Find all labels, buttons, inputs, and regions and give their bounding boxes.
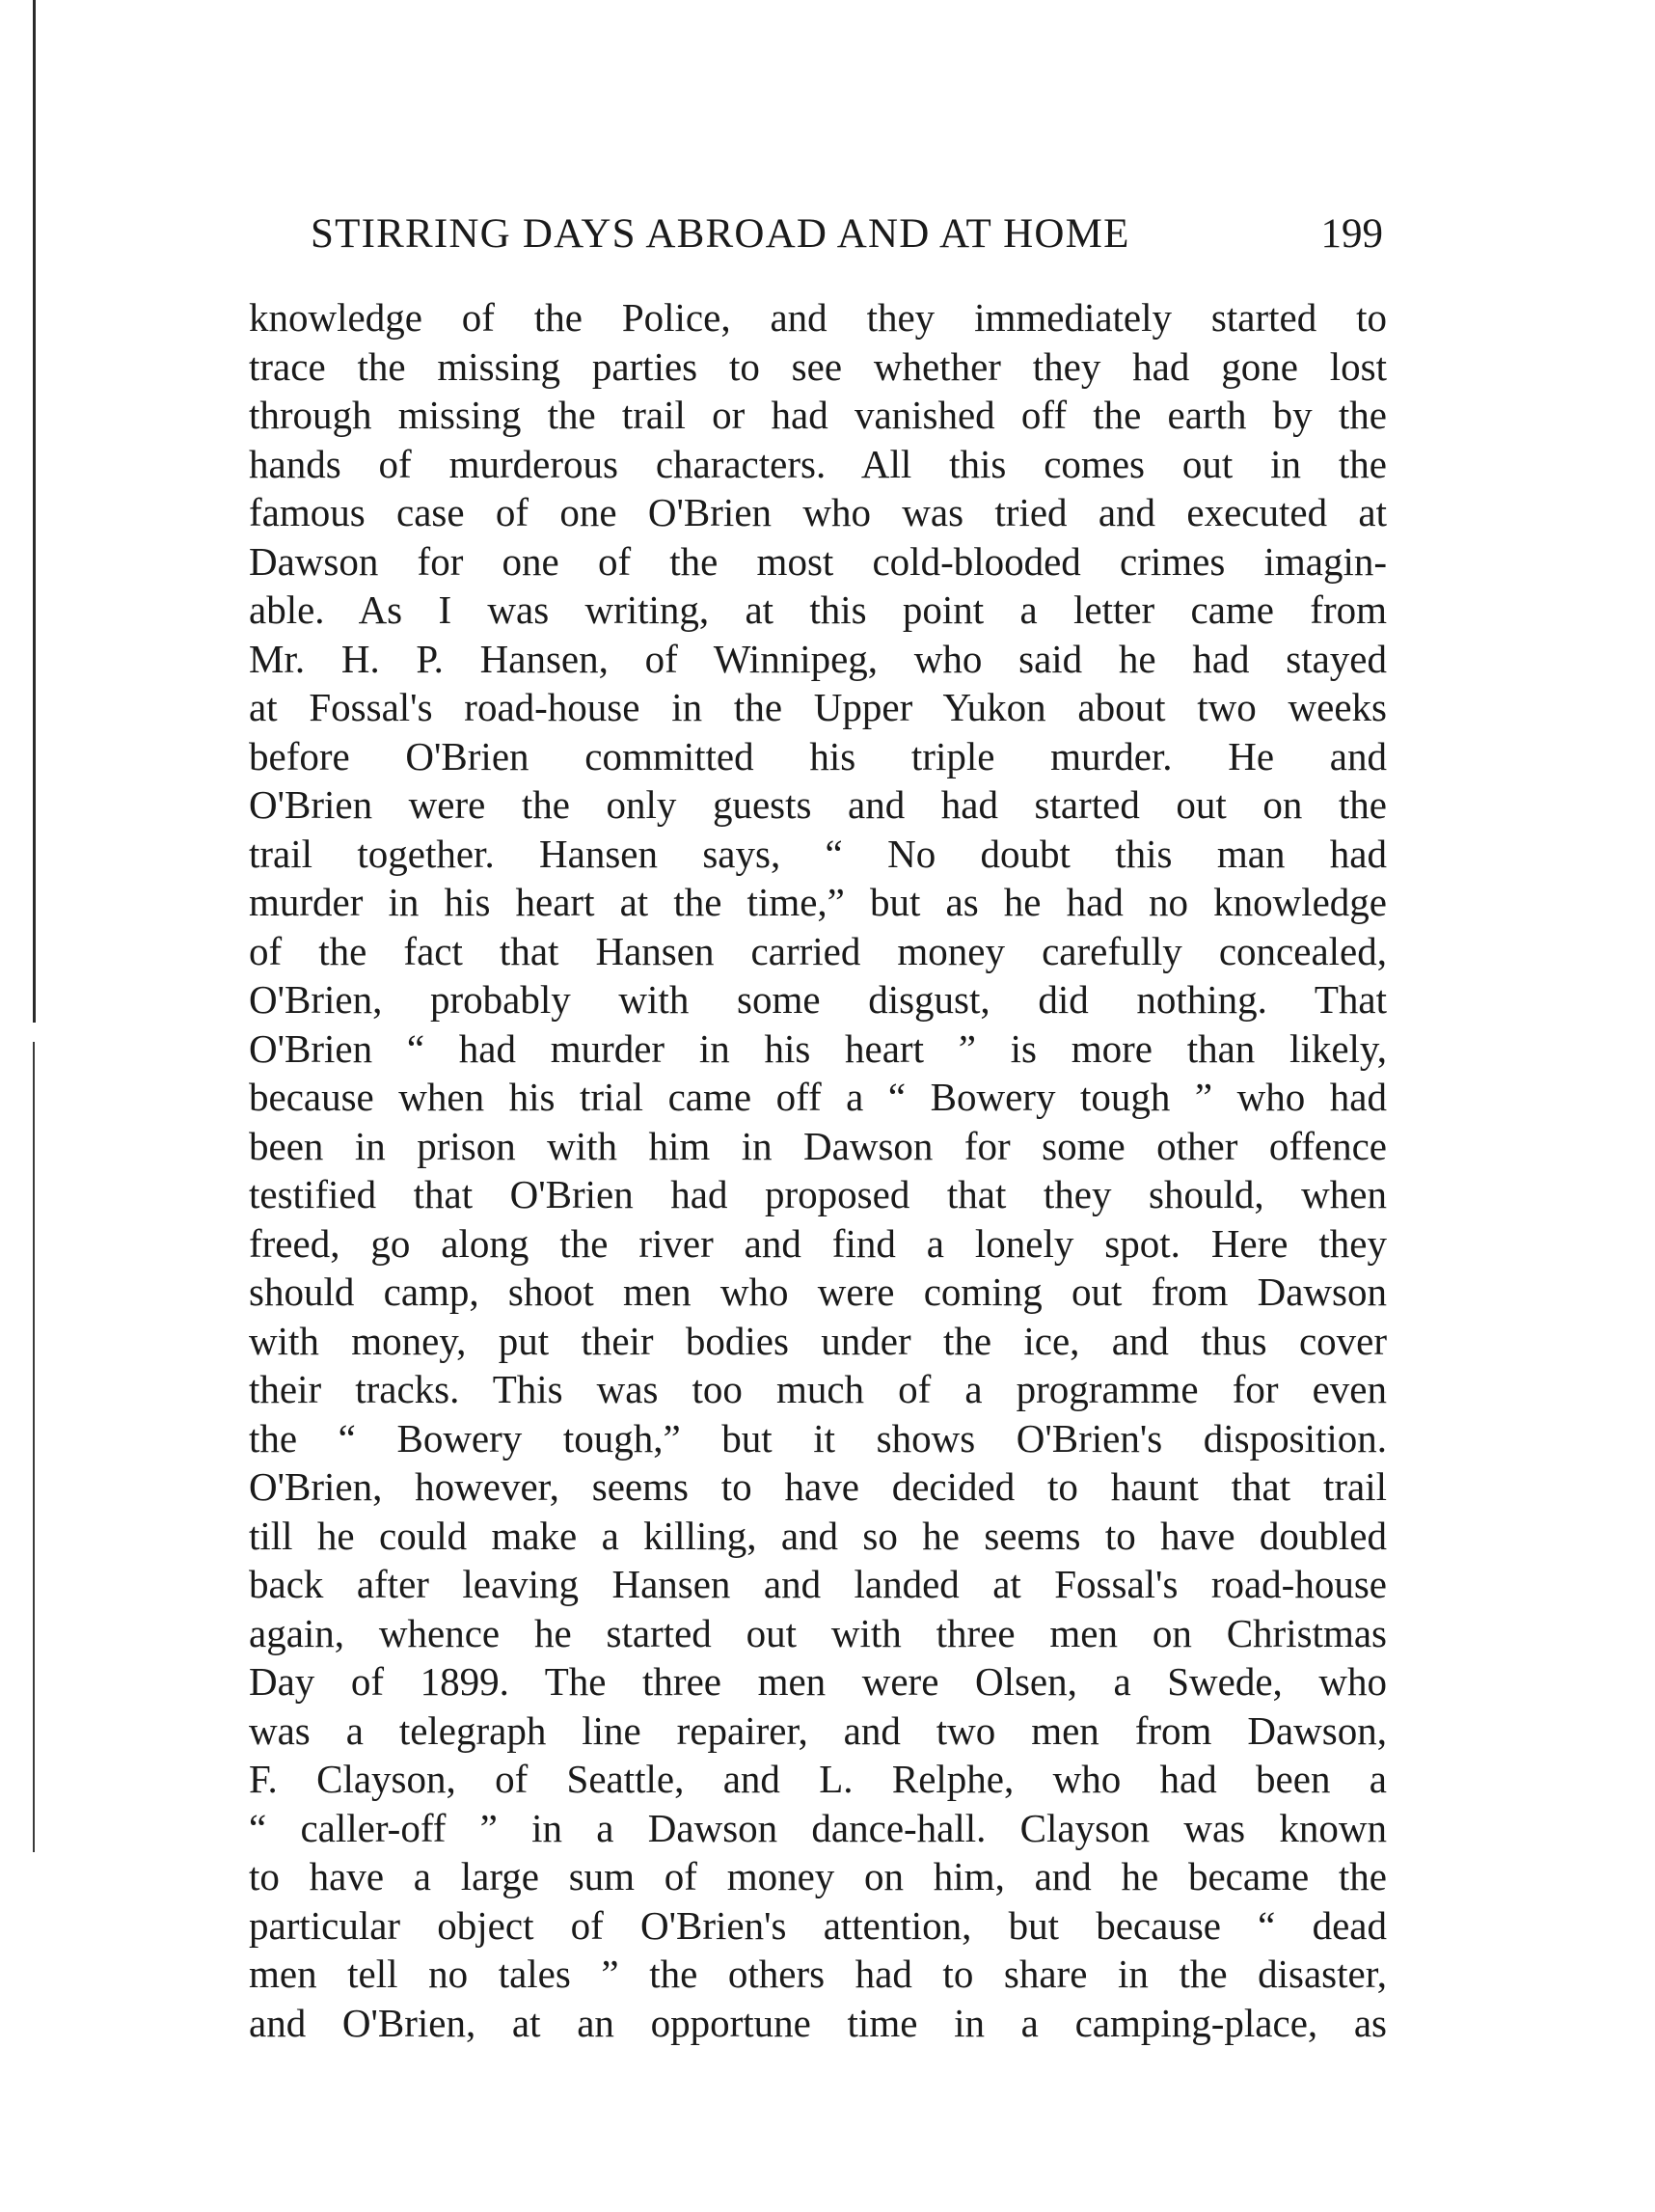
text-line: through missing the trail or had vanished off the earth by the — [249, 393, 1387, 437]
page-header — [0, 210, 1655, 268]
text-line: till he could make a killing, and so he seems to have doubled — [249, 1513, 1387, 1558]
text-line: been in prison with him in Dawson for some other offence — [249, 1123, 1387, 1168]
text-line: again, whence he started out with three men on Christmas — [249, 1610, 1387, 1655]
text-line: murder in his heart at the time,” but as he had no knowledge — [249, 880, 1387, 924]
text-line: Day of 1899. The three men were Olsen, a Swede, who — [249, 1659, 1387, 1704]
scan-edge-line-lower — [33, 1042, 35, 1852]
text-line: trace the missing parties to see whether they had gone lost — [249, 343, 1387, 389]
text-line: freed, go along the river and find a lonely spot. Here they — [249, 1220, 1387, 1266]
text-line: because when his trial came off a “ Bowery tough ” who had — [249, 1075, 1387, 1119]
text-line: to have a large sum of money on him, and he became the — [249, 1854, 1387, 1898]
text-line: was a telegraph line repairer, and two men from Dawson, — [249, 1707, 1387, 1753]
text-line: at Fossal's road-house in the Upper Yukon about two weeks — [249, 685, 1387, 729]
text-line: hands of murderous characters. All this comes out in the — [249, 441, 1387, 486]
text-line: F. Clayson, of Seattle, and L. Relphe, who had been a — [249, 1757, 1387, 1801]
text-line: their tracks. This was too much of a programme for even — [249, 1367, 1387, 1411]
text-line: “ caller-off ” in a Dawson dance-hall. Clayson was known — [249, 1805, 1387, 1850]
text-line: the “ Bowery tough,” but it shows O'Brien's disposition. — [249, 1415, 1387, 1461]
text-line: able. As I was writing, at this point a letter came from — [249, 587, 1387, 632]
text-line: knowledge of the Police, and they immediately started to — [249, 295, 1387, 340]
text-line: Dawson for one of the most cold-blooded crimes imagin- — [249, 538, 1387, 584]
text-line: particular object of O'Brien's attention, but because “ dead — [249, 1902, 1387, 1948]
running-head: STIRRING DAYS ABROAD AND AT HOME — [311, 211, 1130, 257]
scan-edge-line — [33, 0, 36, 1023]
text-line: of the fact that Hansen carried money carefully concealed, — [249, 928, 1387, 973]
text-line: with money, put their bodies under the ice, and thus cover — [249, 1318, 1387, 1363]
text-line: and O'Brien, at an opportune time in a camping-place, as — [249, 2000, 1387, 2045]
text-line: O'Brien, however, seems to have decided to haunt that trail — [249, 1464, 1387, 1509]
text-line: famous case of one O'Brien who was tried and executed at — [249, 490, 1387, 534]
text-line: Mr. H. P. Hansen, of Winnipeg, who said he had stayed — [249, 636, 1387, 681]
text-line: back after leaving Hansen and landed at Fossal's road-house — [249, 1562, 1387, 1606]
text-line: trail together. Hansen says, “ No doubt this man had — [249, 831, 1387, 876]
text-line: should camp, shoot men who were coming out from Dawson — [249, 1270, 1387, 1314]
text-line: O'Brien were the only guests and had started out on the — [249, 782, 1387, 827]
text-line: O'Brien “ had murder in his heart ” is more than likely, — [249, 1025, 1387, 1071]
text-line: O'Brien, probably with some disgust, did nothing. That — [249, 977, 1387, 1022]
body-text — [249, 293, 1387, 2047]
text-line: before O'Brien committed his triple murder. He and — [249, 733, 1387, 778]
text-line: men tell no tales ” the others had to share in the disaster, — [249, 1952, 1387, 1996]
text-line: testified that O'Brien had proposed that they should, when — [249, 1172, 1387, 1216]
page-number: 199 — [1320, 211, 1383, 257]
